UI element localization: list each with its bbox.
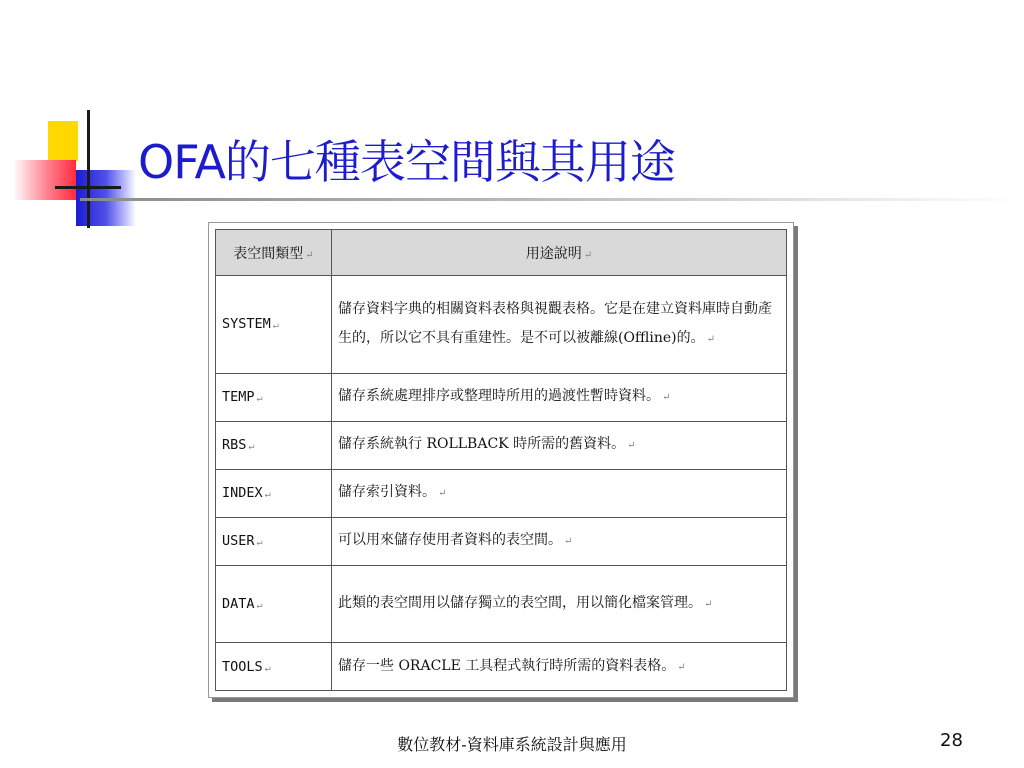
cell-type: DATA ↵ [216, 565, 332, 642]
cell-type: RBS ↵ [216, 421, 332, 469]
page-number: 28 [940, 730, 963, 751]
slide-title: OFA的七種表空間與其用途 [138, 135, 675, 189]
table-row [216, 643, 787, 691]
decor-red-square [13, 160, 76, 200]
table-row [216, 469, 787, 517]
cell-type: TEMP ↵ [216, 373, 332, 421]
cell-type: SYSTEM ↵ [216, 276, 332, 374]
cell-type: TOOLS ↵ [216, 643, 332, 691]
cell-usage: 儲存系統執行 ROLLBACK 時所需的舊資料。 ↵ [332, 421, 787, 469]
cell-usage: 儲存資料字典的相關資料表格與視觀表格。它是在建立資料庫時自動產生的，所以它不具有重建性。是不可以被離線(Offline)的。 ↵ [332, 276, 787, 374]
table-row [216, 421, 787, 469]
decor-horizontal-line [55, 186, 121, 189]
table-header-row [216, 230, 787, 276]
cell-type: USER ↵ [216, 517, 332, 565]
table-row [216, 565, 787, 642]
table-row [216, 373, 787, 421]
tablespace-table-image [208, 222, 794, 698]
cell-usage: 儲存索引資料。 ↵ [332, 469, 787, 517]
cell-usage: 儲存一些 ORACLE 工具程式執行時所需的資料表格。 ↵ [332, 643, 787, 691]
header-usage: 用途說明 ↵ [332, 230, 787, 276]
table-row [216, 517, 787, 565]
tablespace-table [215, 229, 787, 691]
cell-usage: 儲存系統處理排序或整理時所用的過渡性暫時資料。 ↵ [332, 373, 787, 421]
cell-usage: 此類的表空間用以儲存獨立的表空間，用以簡化檔案管理。 ↵ [332, 565, 787, 642]
cell-type: INDEX ↵ [216, 469, 332, 517]
slide-footer: 數位教材-資料庫系統設計與應用 [397, 735, 627, 754]
title-underline [80, 198, 1020, 201]
decor-yellow-square [48, 121, 78, 161]
header-type: 表空間類型 ↵ [216, 230, 332, 276]
decor-vertical-line [87, 110, 90, 228]
cell-usage: 可以用來儲存使用者資料的表空間。 ↵ [332, 517, 787, 565]
table-row [216, 276, 787, 374]
